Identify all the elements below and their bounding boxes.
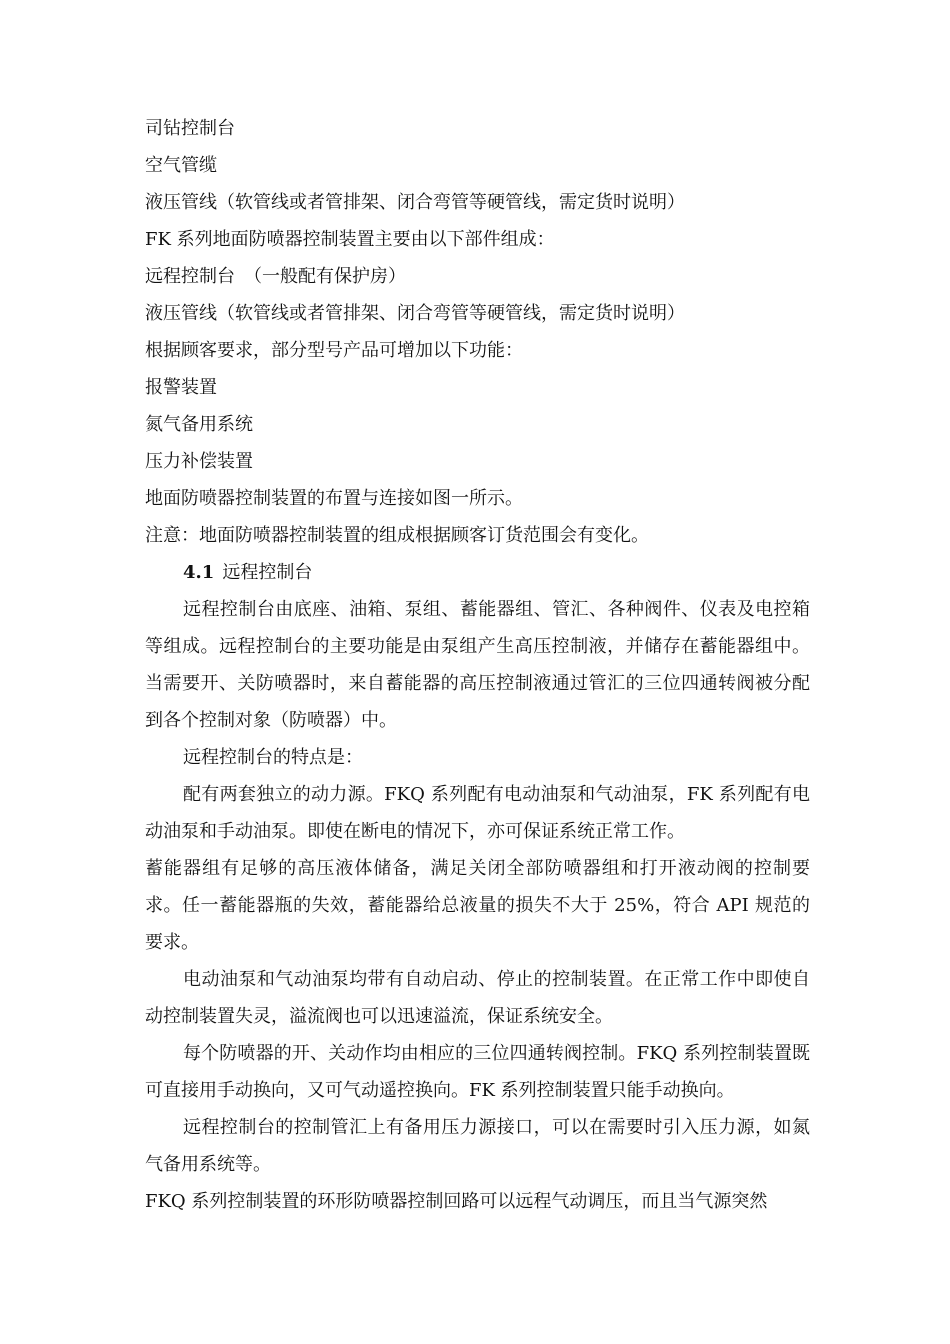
paragraph: 蓄能器组有足够的高压液体储备，满足关闭全部防喷器组和打开液动阀的控制要求。任一蓄能器瓶的失效，蓄能器给总液量的损失不大于 25%，符合 API 规范的要求。	[145, 858, 810, 953]
body-text: 地面防喷器控制装置的布置与连接如图一所示。	[145, 488, 523, 509]
paragraph: 远程控制台的控制管汇上有备用压力源接口，可以在需要时引入压力源，如氮气备用系统等。	[145, 1117, 810, 1175]
list-item: 远程控制台 （一般配有保护房）	[145, 266, 406, 287]
section-title: 远程控制台	[222, 562, 313, 583]
paragraph: 每个防喷器的开、关动作均由相应的三位四通转阀控制。FKQ 系列控制装置既可直接用手动换向，又可气动遥控换向。FK 系列控制装置只能手动换向。	[145, 1043, 810, 1101]
paragraph: 远程控制台的特点是：	[183, 747, 363, 768]
list-item: 司钻控制台	[145, 118, 235, 139]
section-number: 4.1	[183, 562, 215, 583]
list-item: 报警装置	[145, 377, 217, 398]
note-text: 注意：地面防喷器控制装置的组成根据顾客订货范围会有变化。	[145, 525, 649, 546]
intro-text: FK 系列地面防喷器控制装置主要由以下部件组成：	[145, 229, 555, 250]
paragraph: FKQ 系列控制装置的环形防喷器控制回路可以远程气动调压，而且当气源突然	[145, 1191, 768, 1212]
list-item: 液压管线（软管线或者管排架、闭合弯管等硬管线，需定货时说明）	[145, 192, 685, 213]
paragraph: 电动油泵和气动油泵均带有自动启动、停止的控制装置。在正常工作中即使自动控制装置失灵，溢流阀也可以迅速溢流，保证系统安全。	[145, 969, 810, 1027]
paragraph: 远程控制台由底座、油箱、泵组、蓄能器组、管汇、各种阀件、仪表及电控箱等组成。远程控制台的主要功能是由泵组产生高压控制液，并储存在蓄能器组中。当需要开、关防喷器时，来自蓄能器的高压控制液通过管汇的三位四通转阀被分配到各个控制对象（防喷器）中。	[145, 599, 810, 731]
list-item: 氮气备用系统	[145, 414, 253, 435]
list-item: 压力补偿装置	[145, 451, 253, 472]
intro-text: 根据顾客要求，部分型号产品可增加以下功能：	[145, 340, 523, 361]
section-heading	[145, 554, 810, 591]
paragraph: 配有两套独立的动力源。FKQ 系列配有电动油泵和气动油泵，FK 系列配有电动油泵和手动油泵。即使在断电的情况下，亦可保证系统正常工作。	[145, 784, 810, 842]
list-item: 液压管线（软管线或者管排架、闭合弯管等硬管线，需定货时说明）	[145, 303, 685, 324]
list-item: 空气管缆	[145, 155, 217, 176]
